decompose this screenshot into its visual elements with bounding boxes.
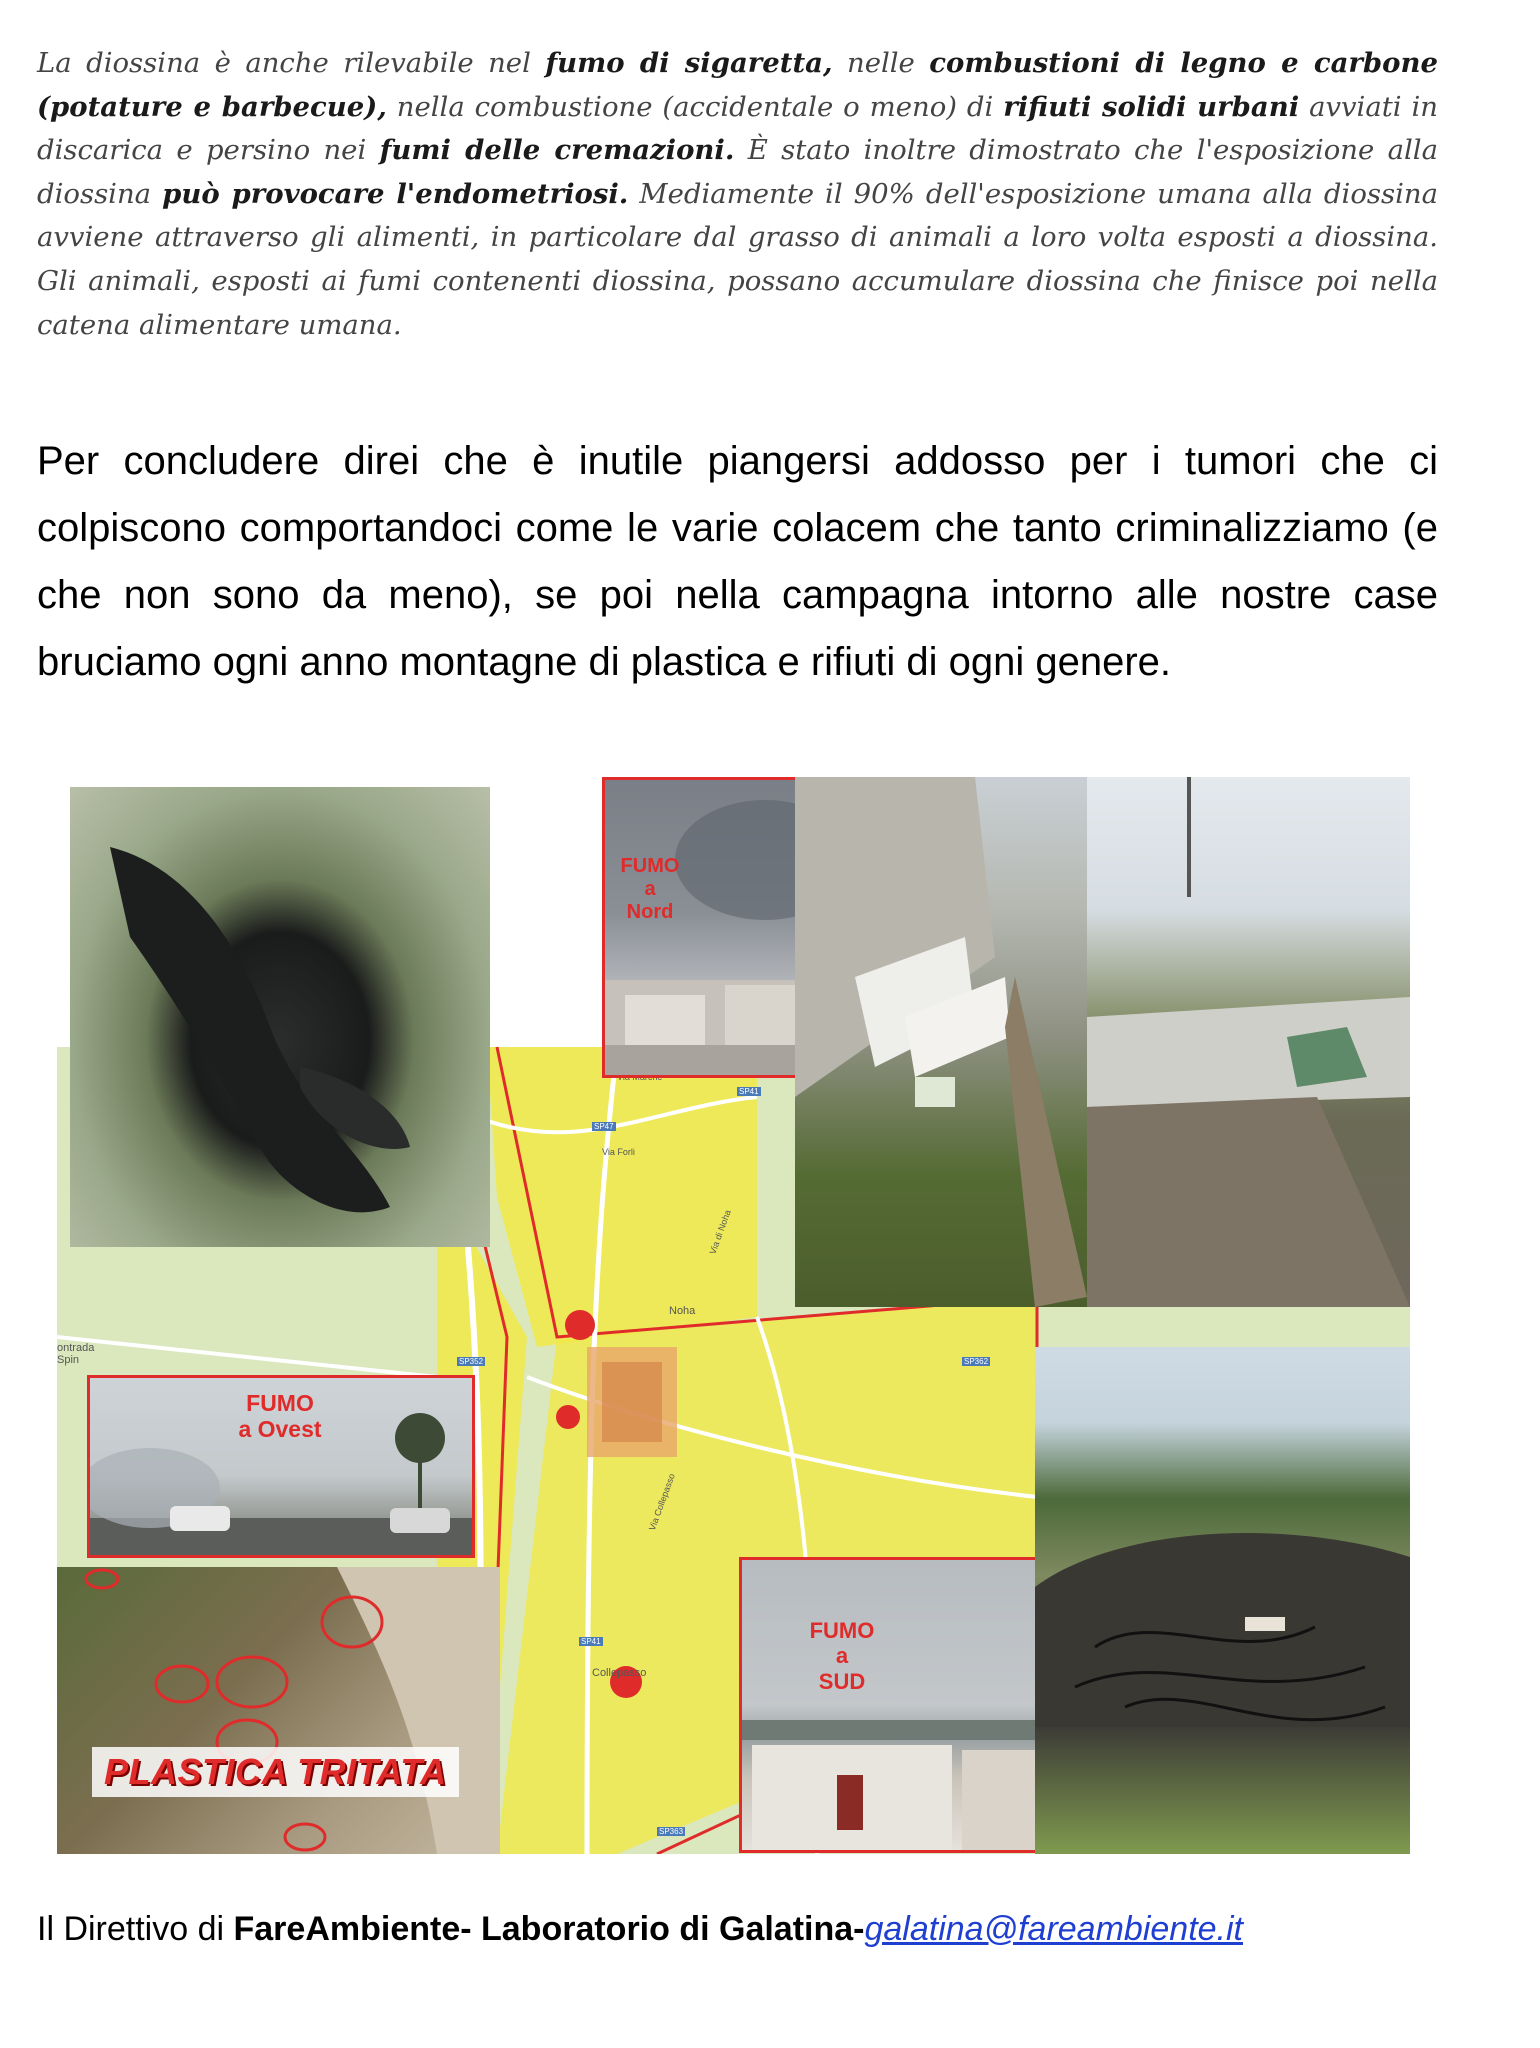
road-label-sp352: SP352 [459,1357,484,1366]
road-label-sp41b: SP41 [581,1637,601,1646]
inset-fumo-ovest-label: FUMO a Ovest [238,1390,322,1443]
intro-paragraph-2: Mediamente il 90% dell'esposizione umana alla diossina avviene attraverso gli alimenti, in particolare dal grasso di animali a loro volta esposti a diossina. Gli animali, esposti ai fumi contenenti diossina, possano accumulare diossina che finisce poi nella catena alimentare umana. [37,177,1438,341]
intro-paragraph: La diossina è anche rilevabile nel fumo di sigaretta, nelle combustioni di legno e carbone (potature e barbecue), nella combustione (accidentale o meno) di rifiuti solidi urbani avviati in discarica e persino nei fumi delle cremazioni. È stato inoltre dimostrato che l'esposizione alla diossina può provocare l'endometriosi. Mediamente il 90% dell'esposizione umana alla diossina avviene attraverso gli alimenti, in particolare dal grasso di animali a loro volta esposti a diossina. Gli animali, esposti ai fumi contenenti diossina, possano accumulare diossina che finisce poi nella catena alimentare umana. [37,47,1438,341]
email-link[interactable]: galatina@fareambiente.it [864,1910,1243,1948]
inset-fumo-sud-label: FUMO a SUD [809,1618,875,1694]
conclusion-paragraph: Per concludere direi che è inutile piangersi addosso per i tumori che ci colpiscono comportandoci come le varie colacem che tanto criminalizziamo (e che non sono da meno), se poi nella campagna intorno alle nostre case bruciamo ogni anno montagne di plastica e rifiuti di ogni genere. [37,439,1438,684]
photo-map-collage [57,777,1410,1854]
map-label-via-noha: Via di Noha [707,1208,733,1256]
road-label-sp362: SP362 [964,1357,989,1366]
map-label-noha: Noha [669,1305,696,1317]
inset-fumo-sud [739,1557,1068,1853]
photo-burnt-plastic [70,787,490,1247]
plastica-tritata-label: PLASTICA TRITATA [92,1747,459,1797]
inset-fumo-nord-label: FUMO a Nord [620,855,680,923]
road-label-sp41: SP41 [739,1087,759,1096]
inset-fumo-ovest [87,1375,475,1558]
photo-shredded-plastic [57,1567,500,1854]
photo-burnt-cables [1035,1347,1410,1854]
photo-dump-site [1087,777,1410,1307]
footer-credit: Il Direttivo di FareAmbiente- Laboratorio di Galatina-galatina@fareambiente.it [37,1910,1243,1948]
map-label-contrada: ontrada Spin [57,1342,95,1366]
photo-mattresses-wall [795,777,1087,1307]
map-label-via-forli: Via Forli [602,1147,635,1157]
road-label-sp363: SP363 [659,1827,684,1836]
org-name: FareAmbiente- Laboratorio di Galatina- [233,1910,865,1948]
road-label-sp47: SP47 [594,1122,614,1131]
map-label-via-collepasso: Via Collepasso [646,1472,677,1532]
map-label-collepasso: Collepasso [592,1667,647,1679]
